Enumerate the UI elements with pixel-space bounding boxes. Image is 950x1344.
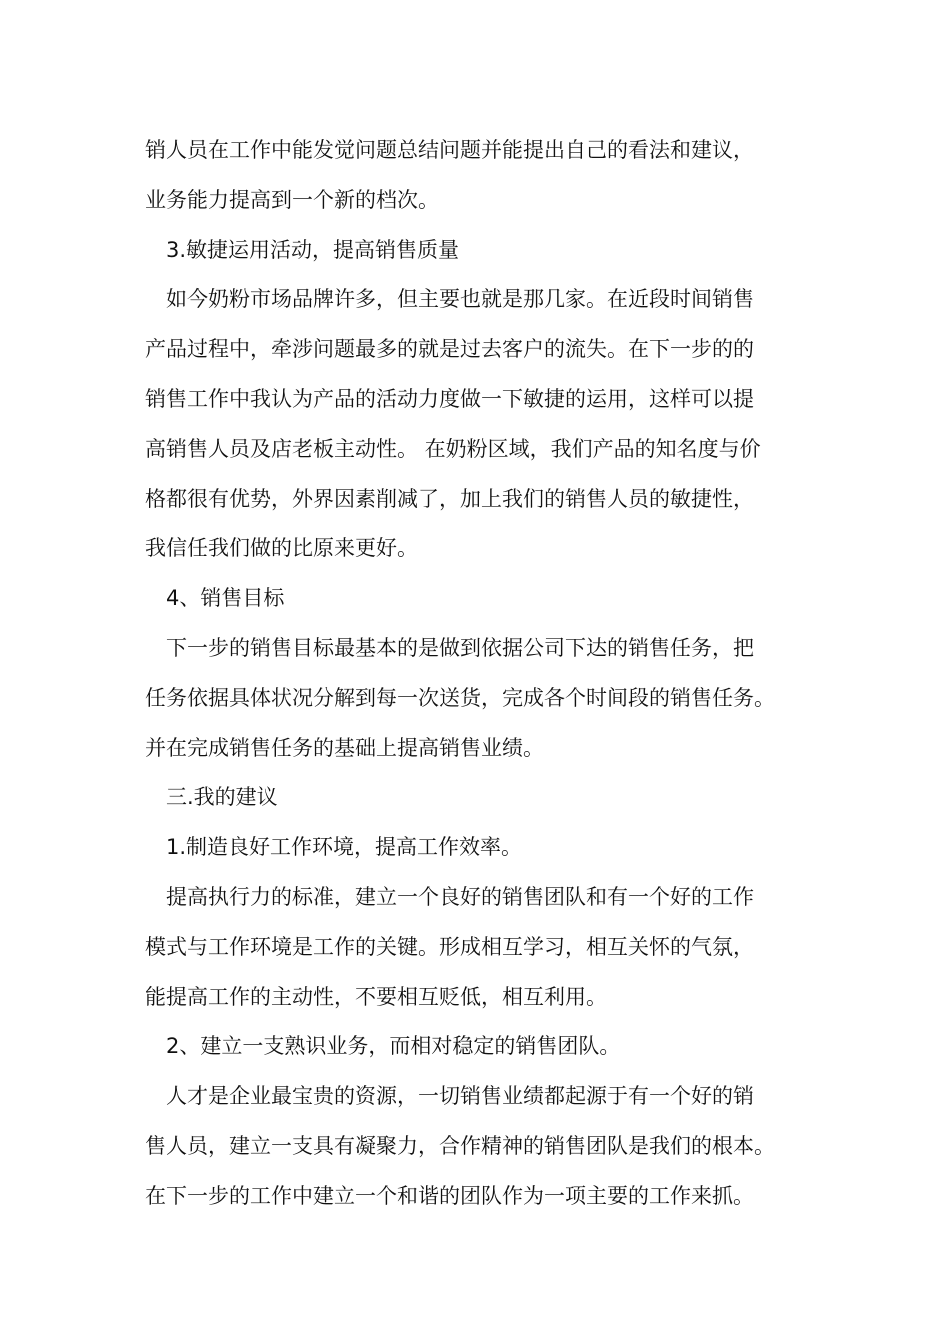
- text-line: 销售工作中我认为产品的活动力度做一下敏捷的运用，这样可以提: [145, 386, 754, 411]
- text-line: 能提高工作的主动性，不要相互贬低，相互利用。: [145, 984, 607, 1009]
- section-heading: 4、销售目标: [166, 586, 285, 611]
- section-heading: 3.敏捷运用活动，提高销售质量: [166, 237, 460, 262]
- paragraph-start: 提高执行力的标准，建立一个良好的销售团队和有一个好的工作: [166, 884, 754, 909]
- text-line: 格都很有优势，外界因素削减了，加上我们的销售人员的敏捷性，: [145, 486, 754, 511]
- section-heading: 2、建立一支熟识业务，而相对稳定的销售团队。: [166, 1034, 621, 1059]
- paragraph-start: 下一步的销售目标最基本的是做到依据公司下达的销售任务，把: [166, 635, 754, 660]
- paragraph-start: 如今奶粉市场品牌许多，但主要也就是那几家。在近段时间销售: [166, 287, 754, 312]
- text-line: 高销售人员及店老板主动性。 在奶粉区域，我们产品的知名度与价: [145, 436, 761, 461]
- document-body: [145, 126, 825, 1222]
- text-line: 在下一步的工作中建立一个和谐的团队作为一项主要的工作来抓。: [145, 1183, 754, 1208]
- text-line: 产品过程中，牵涉问题最多的就是过去客户的流失。在下一步的的: [145, 337, 754, 362]
- text-line: 销人员在工作中能发觉问题总结问题并能提出自己的看法和建议，: [145, 138, 754, 162]
- section-heading: 1.制造良好工作环境，提高工作效率。: [166, 835, 523, 860]
- text-line: 售人员，建立一支具有凝聚力，合作精神的销售团队是我们的根本。: [145, 1133, 775, 1158]
- text-line: 任务依据具体状况分解到每一次送货，完成各个时间段的销售任务。: [145, 685, 775, 710]
- text-line: 我信任我们做的比原来更好。: [145, 536, 418, 561]
- text-line: 并在完成销售任务的基础上提高销售业绩。: [145, 735, 544, 760]
- text-line: 业务能力提高到一个新的档次。: [145, 187, 439, 212]
- text-line: 模式与工作环境是工作的关键。形成相互学习，相互关怀的气氛，: [145, 934, 754, 959]
- paragraph-start: 人才是企业最宝贵的资源，一切销售业绩都起源于有一个好的销: [166, 1084, 754, 1109]
- section-heading: 三.我的建议: [166, 785, 278, 810]
